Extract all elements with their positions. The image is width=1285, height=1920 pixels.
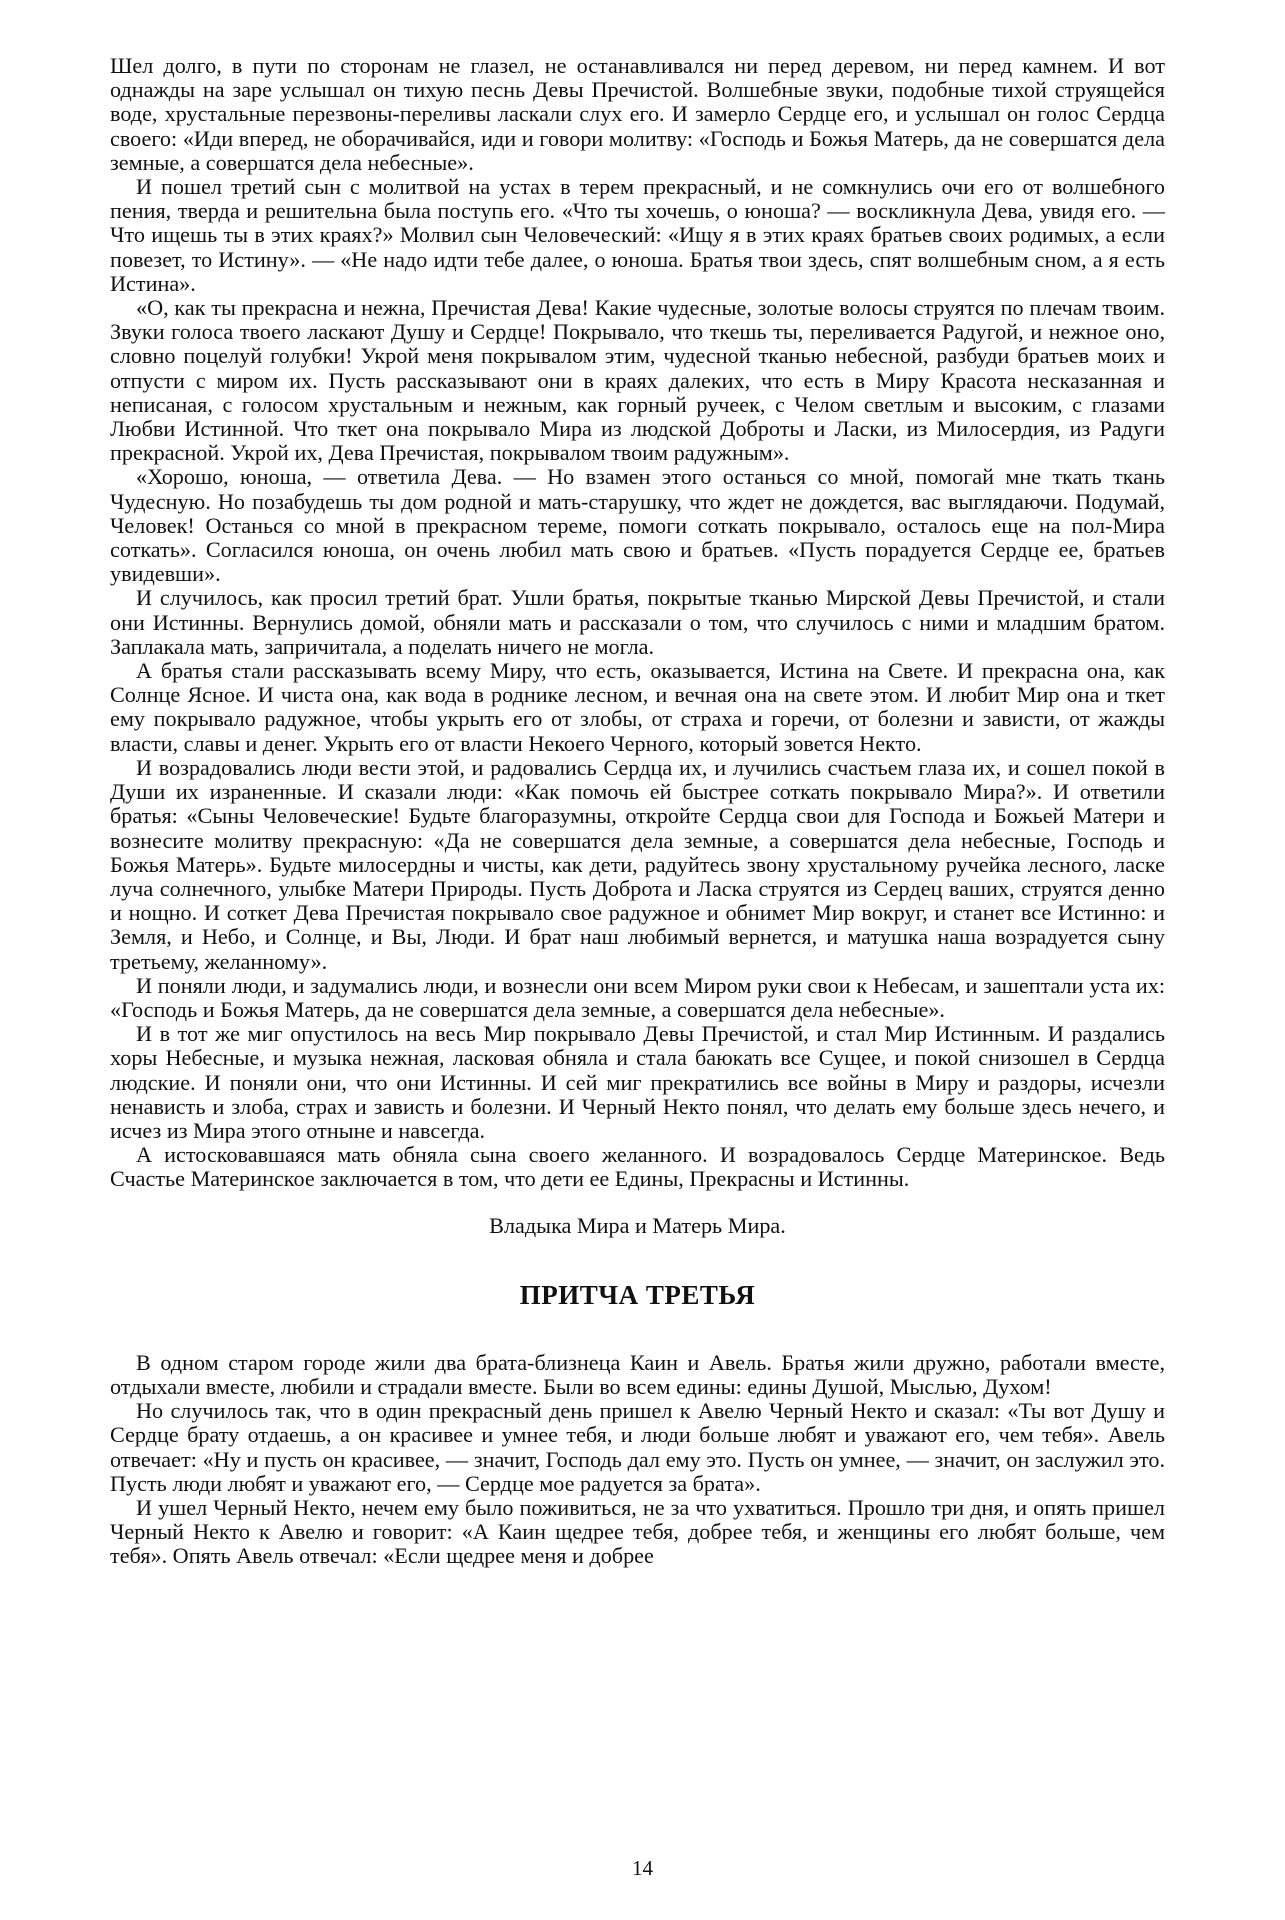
paragraph: А братья стали рассказывать всему Миру, что есть, оказывается, Истина на Свете. И прекрасна она, как Солнце Ясное. И чиста она, как вода в роднике лесном, и вечная она на свете этом. И любит Мир она и ткет ему покрывало радужное, чтобы укрыть его от злобы, от страха и горечи, от болезни и зависти, от жажды власти, славы и денег. Укрыть его от власти Некоего Черного, который зовется Некто.: [110, 658, 1165, 756]
paragraph: В одном старом городе жили два брата-близнеца Каин и Авель. Братья жили дружно, работали вместе, отдыхали вместе, любили и страдали вместе. Были во всем едины: едины Душой, Мыслью, Духом!: [110, 1349, 1165, 1399]
signature: Владыка Мира и Матерь Мира.: [489, 1212, 786, 1238]
paragraph: «О, как ты прекрасна и нежна, Пречистая Дева! Какие чудесные, золотые волосы струятся по плечам твоим. Звуки голоса твоего ласкают Душу и Сердце! Покрывало, что ткешь ты, переливается Радугой, и нежное оно, словно поцелуй голубки! Укрой меня покрывалом этим, чудесной тканью небесной, разбуди братьев моих и отпусти с миром их. Пусть рассказывают они в краях далеких, что есть в Миру Красота несказанная и неписаная, с голосом хрустальным и нежным, как горный ручеек, с Челом светлым и высоким, с глазами Любви Истинной. Что ткет она покрывало Мира из людской Доброты и Ласки, из Милосердия, из Радуги прекрасной. Укрой их, Дева Пречистая, покрывалом твоим радужным».: [110, 295, 1165, 466]
paragraph: Но случилось так, что в один прекрасный день пришел к Авелю Черный Некто и сказал: «Ты вот Душу и Сердце брату отдаешь, а он красивее и умнее тебя, и люди больше любят и уважают его, чем тебя». Авель отвечает: «Ну и пусть он красивее, — значит, Господь дал ему это. Пусть он умнее, — значит, он заслужил это. Пусть люди любят и уважают его, — Сердце мое радуется за брата».: [110, 1398, 1165, 1496]
page-number: 14: [632, 1856, 653, 1880]
paragraph: И в тот же миг опустилось на весь Мир покрывало Девы Пречистой, и стал Мир Истинным. И раздались хоры Небесные, и музыка нежная, ласковая обняла и стала баюкать все Сущее, и покой снизошел в Сердца людские. И поняли они, что они Истинны. И сей миг прекратились все войны в Миру и раздоры, исчезли ненависть и злоба, страх и зависть и болезни. И Черный Некто понял, что делать ему больше здесь нечего, и исчез из Мира этого отныне и навсегда.: [110, 1021, 1165, 1143]
paragraph: И поняли люди, и задумались люди, и вознесли они всем Миром руки свои к Небесам, и зашептали уста их: «Господь и Божья Матерь, да не совершатся дела земные, а совершатся дела небесные».: [110, 972, 1165, 1022]
paragraph: «Хорошо, юноша, — ответила Дева. — Но взамен этого останься со мной, помогай мне ткать ткань Чудесную. Но позабудешь ты дом родной и мать-старушку, что ждет не дождется, вас выглядаючи. Подумай, Человек! Останься со мной в прекрасном тереме, помоги соткать покрывало, осталось еще на пол-Мира соткать». Согласился юноша, он очень любил мать свою и братьев. «Пусть порадуется Сердце ее, братьев увидевши».: [110, 464, 1165, 587]
paragraph: И случилось, как просил третий брат. Ушли братья, покрытые тканью Мирской Девы Пречистой, и стали они Истинны. Вернулись домой, обняли мать и рассказали о том, что случилось с ними и младшим братом. Заплакала мать, запричитала, а поделать ничего не могла.: [110, 585, 1165, 659]
paragraph: Шел долго, в пути по сторонам не глазел, не останавливался ни перед деревом, ни перед камнем. И вот однажды на заре услышал он тихую песнь Девы Пречистой. Волшебные звуки, подобные тихой струящейся воде, хрустальные перезвоны-переливы ласкали слух его. И замерло Сердце его, и услышал он голос Сердца своего: «Иди вперед, не оборачивайся, иди и говори молитву: «Господь и Божья Матерь, да не совершатся дела земные, а совершатся дела небесные».: [110, 53, 1165, 175]
paragraph: И ушел Черный Некто, нечем ему было поживиться, не за что ухватиться. Прошло три дня, и опять пришел Черный Некто к Авелю и говорит: «А Каин щедрее тебя, добрее тебя, и женщины его любят больше, чем тебя». Опять Авель отвечал: «Если щедрее меня и добрее: [110, 1494, 1165, 1569]
section-title: ПРИТЧА ТРЕТЬЯ: [519, 1279, 756, 1310]
paragraph: И пошел третий сын с молитвой на устах в терем прекрасный, и не сомкнулись очи его от волшебного пения, тверда и решительна была поступь его. «Что ты хочешь, о юноша? — воскликнула Дева, увидя его. — Что ищешь ты в этих краях?» Молвил сын Человеческий: «Ищу я в этих краях братьев своих родимых, а если повезет, то Истину». — «Не надо идти тебе далее, о юноша. Братья твои здесь, спят волшебным сном, а я есть Истина».: [110, 174, 1165, 296]
page-body: [110, 54, 1165, 1569]
paragraph: А истосковавшаяся мать обняла сына своего желанного. И возрадовалось Сердце Материнское. Ведь Счастье Материнское заключается в том, что дети ее Едины, Прекрасны и Истинны.: [110, 1142, 1165, 1192]
paragraph: И возрадовались люди вести этой, и радовались Сердца их, и лучились счастьем глаза их, и сошел покой в Души их израненные. И сказали люди: «Как помочь ей быстрее соткать покрывало Мира?». И ответили братья: «Сыны Человеческие! Будьте благоразумны, откройте Сердца свои для Господа и Божьей Матери и вознесите молитву прекрасную: «Да не совершатся дела земные, а совершатся дела небесные, Господь и Божья Матерь». Будьте милосердны и чисты, как дети, радуйтесь звону хрустальному ручейка лесного, ласке луча солнечного, улыбке Матери Природы. Пусть Доброта и Ласка струятся из Сердец ваших, струятся денно и нощно. И соткет Дева Пречистая покрывало свое радужное и обнимет Мир вокруг, и станет все Истинно: и Земля, и Небо, и Солнце, и Вы, Люди. И брат наш любимый вернется, и матушка наша возрадуется сыну третьему, желанному».: [110, 754, 1165, 974]
